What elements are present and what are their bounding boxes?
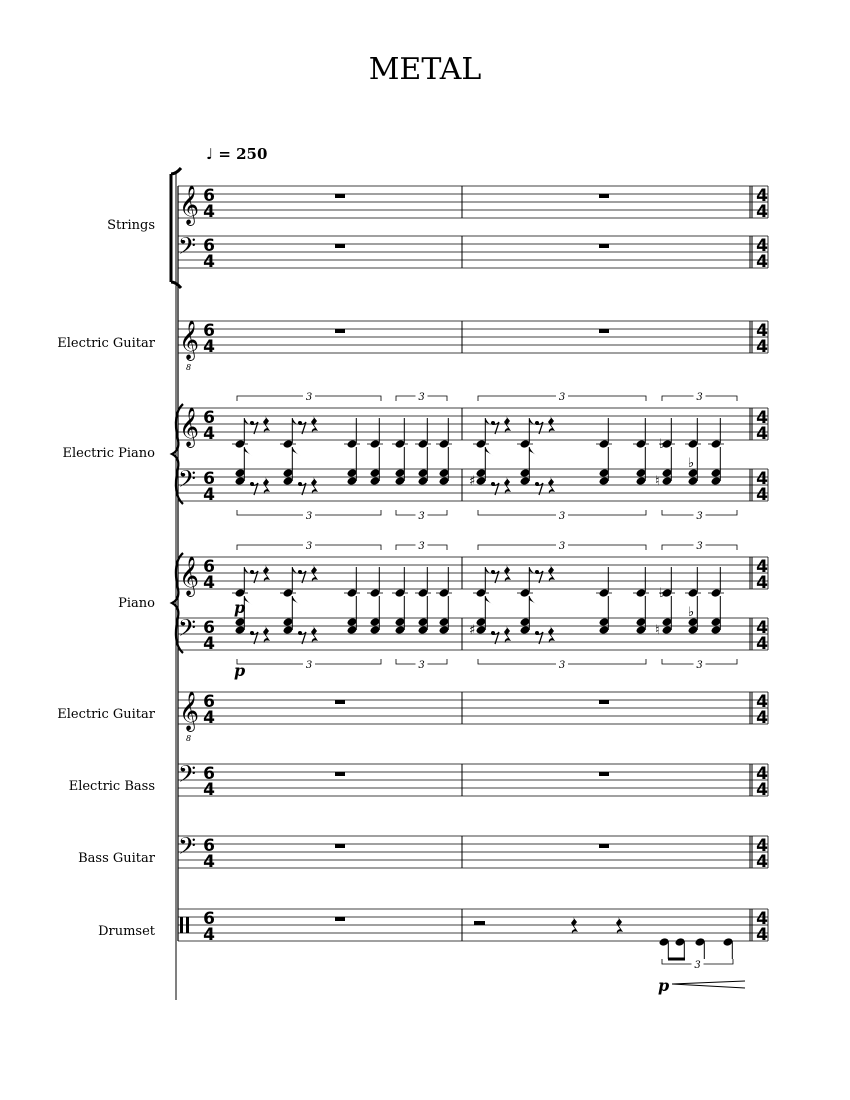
quarter-rest	[548, 416, 555, 433]
eighth-flag	[529, 596, 537, 605]
time-signature-bottom: 4	[756, 424, 768, 444]
quarter-rest	[311, 565, 318, 582]
eighth-flag	[244, 596, 252, 605]
tuplet-number: 3	[305, 511, 313, 522]
staff-epiano-treble	[178, 407, 768, 448]
time-signature-bottom: 4	[756, 852, 768, 872]
time-signature-bottom: 4	[756, 573, 768, 593]
notation-marks	[232, 194, 745, 995]
label-electric-guitar-1: Electric Guitar	[57, 336, 155, 351]
quarter-rest	[616, 917, 623, 934]
bass-clef-icon: 𝄢	[178, 614, 197, 647]
time-signature-top: 6	[203, 692, 215, 712]
whole-rest	[599, 844, 609, 848]
time-signature-top: 4	[756, 909, 768, 929]
crescendo-hairpin	[672, 981, 745, 988]
label-piano: Piano	[118, 596, 155, 611]
quarter-rest	[263, 416, 270, 433]
whole-rest	[599, 244, 609, 248]
tuplet-number: 3	[558, 660, 566, 671]
tuplet-number: 3	[418, 541, 425, 552]
octave-mark: 8	[186, 734, 192, 743]
time-signature-top: 4	[756, 692, 768, 712]
label-electric-piano: Electric Piano	[62, 446, 155, 461]
tuplet-number: 3	[694, 960, 701, 971]
tuplet-number: 3	[418, 660, 425, 671]
eighth-flag	[292, 596, 300, 605]
quarter-rest	[548, 565, 555, 582]
time-signature-top: 6	[203, 408, 215, 428]
label-electric-guitar-2: Electric Guitar	[57, 707, 155, 722]
time-signature-top: 4	[756, 618, 768, 638]
whole-rest	[335, 772, 345, 776]
staff-ebass	[178, 760, 768, 800]
staff-system	[171, 168, 768, 1000]
treble-clef-icon: 𝄞	[179, 185, 200, 225]
time-signature-top: 4	[756, 469, 768, 489]
time-signature-top: 6	[203, 236, 215, 256]
half-rest	[474, 921, 485, 925]
eighth-flag	[485, 596, 493, 605]
treble-clef-icon: 𝄞	[179, 320, 200, 360]
flat-accidental: ♭	[659, 586, 666, 601]
staff-strings-treble	[178, 185, 768, 226]
whole-rest	[599, 329, 609, 333]
time-signature-bottom: 4	[756, 337, 768, 357]
label-strings: Strings	[107, 218, 155, 233]
tuplet-number: 3	[696, 392, 703, 403]
whole-rest	[335, 194, 345, 198]
time-signature-bottom: 4	[203, 634, 215, 654]
time-signature-top: 6	[203, 618, 215, 638]
percussion-clef-icon	[180, 917, 183, 933]
tuplet-number: 3	[305, 660, 313, 671]
staff-strings-bass	[178, 232, 768, 272]
tuplet-number: 3	[696, 660, 703, 671]
time-signature-bottom: 4	[756, 202, 768, 222]
time-signature-bottom: 4	[756, 634, 768, 654]
time-signature-bottom: 4	[203, 780, 215, 800]
eighth-flag	[485, 447, 493, 456]
tuplet-number: 3	[305, 392, 313, 403]
percussion-clef-icon	[186, 917, 189, 933]
time-signature-bottom: 4	[203, 485, 215, 505]
treble-clef-icon: 𝄞	[179, 556, 200, 596]
quarter-rest	[311, 416, 318, 433]
tuplet-number: 3	[696, 541, 703, 552]
time-signature-bottom: 4	[756, 780, 768, 800]
quarter-rest	[504, 626, 511, 643]
time-signature-bottom: 4	[203, 925, 215, 945]
quarter-rest	[263, 565, 270, 582]
natural-accidental: ♮	[655, 623, 660, 638]
octave-mark: 8	[186, 363, 192, 372]
eighth-flag	[244, 447, 252, 456]
quarter-rest	[311, 477, 318, 494]
staff-piano-treble	[178, 556, 768, 597]
tempo-value: = 250	[218, 145, 268, 163]
time-signature-top: 6	[203, 909, 215, 929]
label-bass-guitar: Bass Guitar	[78, 851, 155, 866]
eighth-flag	[529, 447, 537, 456]
treble-clef-icon: 𝄞	[179, 407, 200, 447]
time-signature-top: 4	[756, 408, 768, 428]
whole-rest	[599, 700, 609, 704]
dynamic-piano: p	[658, 976, 670, 995]
flat-accidental: ♭	[659, 437, 666, 452]
time-signature-bottom: 4	[203, 252, 215, 272]
time-signature-top: 6	[203, 836, 215, 856]
bass-clef-icon: 𝄢	[178, 760, 197, 793]
sharp-accidental: ♯	[469, 474, 476, 489]
time-signature-bottom: 4	[756, 925, 768, 945]
quarter-rest	[504, 477, 511, 494]
eighth-flag	[292, 447, 300, 456]
time-signature-top: 6	[203, 557, 215, 577]
whole-rest	[335, 244, 345, 248]
flat-accidental: ♭	[688, 605, 695, 620]
whole-rest	[335, 917, 345, 921]
time-signature-bottom: 4	[203, 337, 215, 357]
whole-rest	[335, 844, 345, 848]
time-signature-bottom: 4	[756, 708, 768, 728]
staff-guitar2	[178, 691, 768, 743]
tuplet-number: 3	[418, 511, 425, 522]
staff-bassguitar	[178, 832, 768, 872]
sharp-accidental: ♯	[469, 623, 476, 638]
time-signature-bottom: 4	[203, 852, 215, 872]
time-signature-bottom: 4	[203, 573, 215, 593]
time-signature-top: 6	[203, 186, 215, 206]
bass-clef-icon: 𝄢	[178, 232, 197, 265]
treble-clef-icon: 𝄞	[179, 691, 200, 731]
time-signature-bottom: 4	[756, 252, 768, 272]
quarter-rest	[548, 626, 555, 643]
time-signature-top: 4	[756, 764, 768, 784]
time-signature-bottom: 4	[203, 202, 215, 222]
whole-rest	[599, 772, 609, 776]
time-signature-top: 6	[203, 469, 215, 489]
quarter-rest	[311, 626, 318, 643]
tuplet-number: 3	[418, 392, 425, 403]
quarter-rest	[263, 626, 270, 643]
tuplet-number: 3	[558, 511, 566, 522]
quarter-rest	[263, 477, 270, 494]
time-signature-bottom: 4	[203, 708, 215, 728]
tuplet-number: 3	[558, 541, 566, 552]
time-signature-top: 4	[756, 836, 768, 856]
time-signature-top: 6	[203, 321, 215, 341]
bass-clef-icon: 𝄢	[178, 465, 197, 498]
tuplet-number: 3	[558, 392, 566, 403]
quarter-rest	[504, 565, 511, 582]
whole-rest	[335, 329, 345, 333]
quarter-rest	[571, 917, 578, 934]
tuplet-number: 3	[696, 511, 703, 522]
time-signature-top: 4	[756, 557, 768, 577]
score-title: METAL	[368, 52, 482, 87]
label-drumset: Drumset	[98, 924, 155, 939]
time-signature-top: 6	[203, 764, 215, 784]
dynamic-piano: p	[234, 598, 246, 617]
time-signature-bottom: 4	[203, 424, 215, 444]
quarter-rest	[548, 477, 555, 494]
flat-accidental: ♭	[688, 456, 695, 471]
natural-accidental: ♮	[655, 474, 660, 489]
time-signature-bottom: 4	[756, 485, 768, 505]
quarter-rest	[504, 416, 511, 433]
time-signature-top: 4	[756, 186, 768, 206]
whole-rest	[335, 700, 345, 704]
tuplet-number: 3	[305, 541, 313, 552]
dynamic-piano: p	[234, 661, 246, 680]
staff-guitar1	[178, 320, 768, 372]
bass-clef-icon: 𝄢	[178, 832, 197, 865]
time-signature-top: 4	[756, 236, 768, 256]
whole-rest	[599, 194, 609, 198]
time-signature-top: 4	[756, 321, 768, 341]
quarter-note-icon: ♩	[206, 145, 214, 163]
label-electric-bass: Electric Bass	[68, 779, 155, 794]
